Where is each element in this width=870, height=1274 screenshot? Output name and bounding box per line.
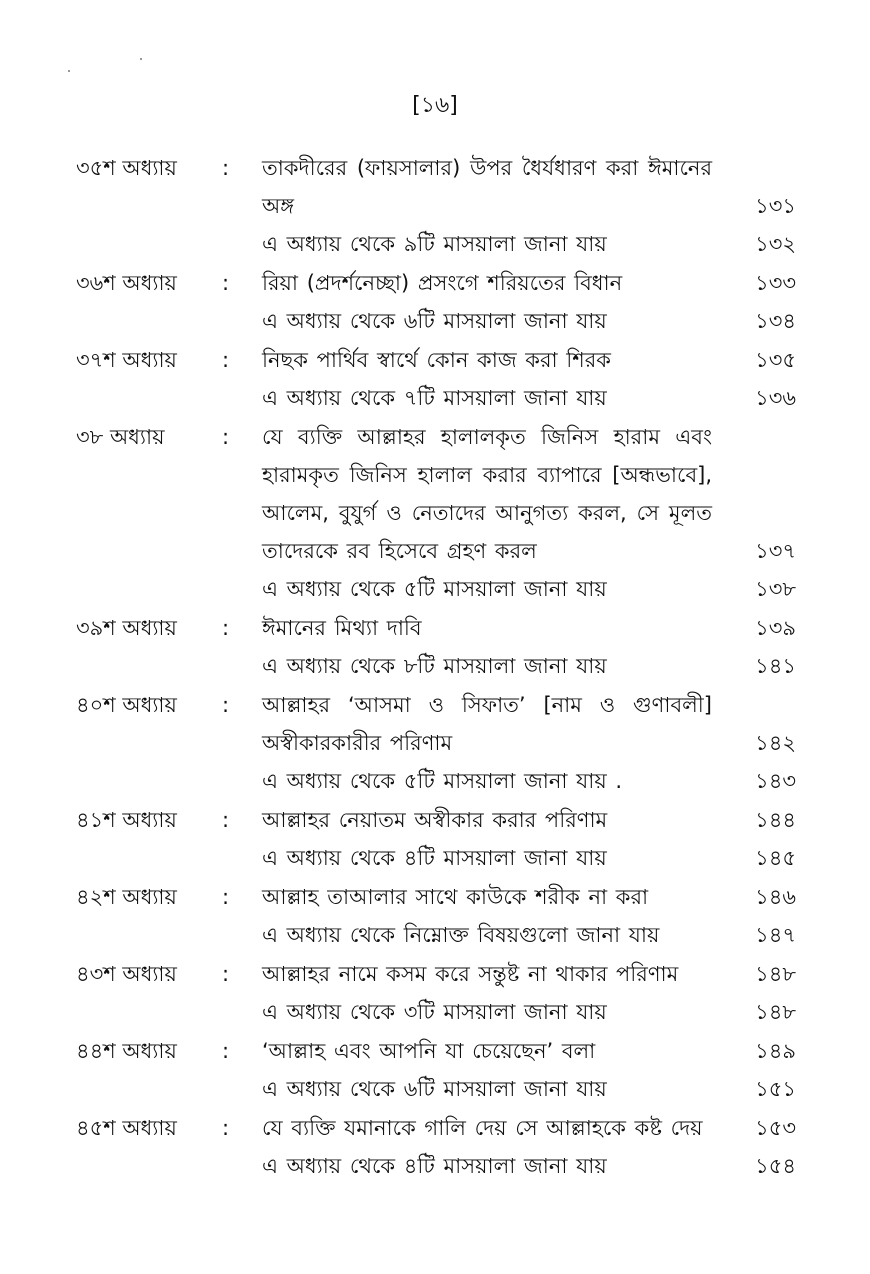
page-ref: ১৩৭ [755,539,796,563]
page-ref: ১৪৮ [755,1000,796,1024]
page-ref: ১৩৪ [755,309,796,333]
toc-subentry-row [0,647,870,685]
scan-speck [140,58,142,60]
toc-chapter-row [0,1109,870,1147]
colon-separator: : [222,348,230,372]
toc-subentry-row [0,302,870,340]
entry-title: রিয়া (প্রদর্শনেচ্ছা) প্রসংগে শরিয়তের বিধান [262,271,623,295]
chapter-label: ৪০শ অধ্যায় [76,693,177,717]
page-ref: ১৪৯ [755,1039,796,1063]
chapter-label: ৩৮ অধ্যায় [76,425,165,449]
page-ref: ১৩৩ [755,271,796,295]
toc-subentry-row [0,570,870,608]
toc-subentry-row [0,993,870,1031]
toc-subentry-row [0,916,870,954]
page-ref: ১৪২ [755,731,796,755]
toc-subentry-row [0,762,870,800]
page-ref: ১৪৩ [755,769,796,793]
page-ref: ১৪৪ [755,808,796,832]
entry-title: এ অধ্যায় থেকে ৪টি মাসয়ালা জানা যায় [262,846,607,870]
page-ref: ১৫১ [755,1077,796,1101]
entry-title: আল্লাহর নেয়াতম অস্বীকার করার পরিণাম [262,808,608,832]
page-ref: ১৪৫ [755,846,796,870]
toc-subentry-row [0,1147,870,1185]
toc-chapter-row [0,955,870,993]
toc-chapter-row [0,801,870,839]
entry-title: আল্লাহর ‘আসমা ও সিফাত’ [নাম ও গুণাবলী] অস্বীকারকারীর পরিণাম [262,693,712,755]
page-ref: ১৩৯ [755,616,796,640]
page-ref: ১৩২ [755,232,796,256]
toc-chapter-row [0,149,870,225]
colon-separator: : [222,693,230,717]
page-ref: ১৫৪ [755,1154,796,1178]
page-ref: ১৪১ [755,654,796,678]
toc-chapter-row [0,1032,870,1070]
toc-chapter-row [0,264,870,302]
toc-chapter-row [0,878,870,916]
page-ref: ১৪৮ [755,962,796,986]
chapter-label: ৪১শ অধ্যায় [76,808,177,832]
colon-separator: : [222,808,230,832]
toc-subentry-row [0,839,870,877]
chapter-label: ৪২শ অধ্যায় [76,885,177,909]
colon-separator: : [222,1116,230,1140]
entry-title: নিছক পার্থিব স্বার্থে কোন কাজ করা শিরক [262,348,611,372]
page-number: [১৬] [412,93,458,118]
colon-separator: : [222,271,230,295]
chapter-label: ৪৩শ অধ্যায় [76,962,177,986]
entry-title: এ অধ্যায় থেকে ৬টি মাসয়ালা জানা যায় [262,309,607,333]
entry-title: যে ব্যক্তি আল্লাহর হালালকৃত জিনিস হারাম এবং হারামকৃত জিনিস হালাল করার ব্যাপারে [অন্ধভাবে], আলেম, বুযুর্গ ও নেতাদের আনুগত্য করল, সে মূলত তাদেরকে রব হিসেবে গ্রহণ করল [262,425,712,563]
entry-title: আল্লাহ তাআলার সাথে কাউকে শরীক না করা [262,885,649,909]
colon-separator: : [222,425,230,449]
entry-title: ‘আল্লাহ এবং আপনি যা চেয়েছেন’ বলা [262,1039,596,1063]
toc-chapter-row [0,341,870,379]
colon-separator: : [222,616,230,640]
toc-chapter-row [0,686,870,762]
entry-title: ঈমানের মিথ্যা দাবি [262,616,422,640]
entry-title: এ অধ্যায় থেকে ৭টি মাসয়ালা জানা যায় [262,386,607,410]
entry-title: যে ব্যক্তি যমানাকে গালি দেয় সে আল্লাহকে কষ্ট দেয় [262,1116,703,1140]
page-ref: ১৩১ [755,194,796,218]
page-ref: ১৩৬ [755,386,796,410]
page-ref: ১৪৬ [755,885,796,909]
entry-title: এ অধ্যায় থেকে ৫টি মাসয়ালা জানা যায় . [262,769,623,793]
scan-speck [68,70,70,72]
entry-title: এ অধ্যায় থেকে ৪টি মাসয়ালা জানা যায় [262,1154,607,1178]
toc-subentry-row [0,1070,870,1108]
chapter-label: ৩৬শ অধ্যায় [76,271,177,295]
toc-chapter-row [0,609,870,647]
entry-title: এ অধ্যায় থেকে ৯টি মাসয়ালা জানা যায় [262,232,607,256]
entry-title: এ অধ্যায় থেকে ৫টি মাসয়ালা জানা যায় [262,577,607,601]
colon-separator: : [222,1039,230,1063]
entry-title: এ অধ্যায় থেকে ৮টি মাসয়ালা জানা যায় [262,654,607,678]
chapter-label: ৩৫শ অধ্যায় [76,156,177,180]
chapter-label: ৪৪শ অধ্যায় [76,1039,177,1063]
entry-title: এ অধ্যায় থেকে নিম্নোক্ত বিষয়গুলো জানা যায় [262,923,660,947]
page-ref: ১৪৭ [755,923,796,947]
entry-title: তাকদীরের (ফায়সালার) উপর ধৈর্যধারণ করা ঈমানের অঙ্গ [262,156,712,218]
entry-title: আল্লাহর নামে কসম করে সন্তুষ্ট না থাকার পরিণাম [262,962,679,986]
table-of-contents [0,148,870,1185]
page-ref: ১৩৫ [755,348,796,372]
colon-separator: : [222,156,230,180]
colon-separator: : [222,962,230,986]
toc-subentry-row [0,225,870,263]
chapter-label: ৩৭শ অধ্যায় [76,348,177,372]
entry-title: এ অধ্যায় থেকে ৩টি মাসয়ালা জানা যায় [262,1000,607,1024]
page-ref: ১৩৮ [755,577,796,601]
chapter-label: ৪৫শ অধ্যায় [76,1116,177,1140]
colon-separator: : [222,885,230,909]
toc-chapter-row [0,418,870,570]
chapter-label: ৩৯শ অধ্যায় [76,616,177,640]
entry-title: এ অধ্যায় থেকে ৬টি মাসয়ালা জানা যায় [262,1077,607,1101]
page-ref: ১৫৩ [755,1116,796,1140]
toc-subentry-row [0,379,870,417]
